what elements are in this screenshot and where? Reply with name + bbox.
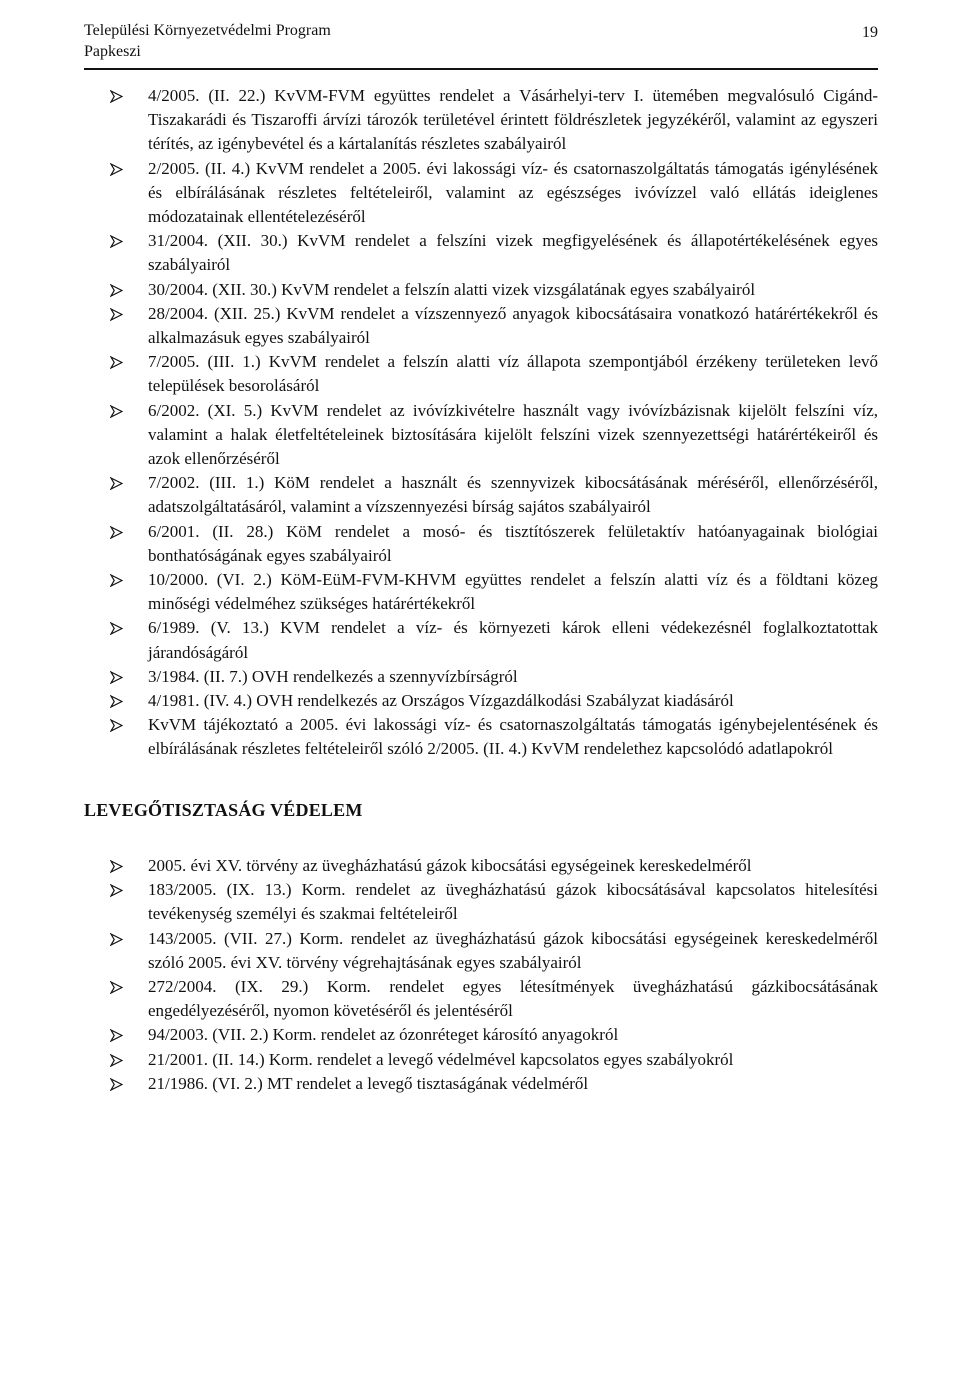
- regulation-item: [84, 927, 878, 975]
- page-header: [84, 20, 878, 62]
- regulation-item: [84, 471, 878, 519]
- arrowhead-bullet-icon: [110, 1054, 123, 1067]
- header-rule: [84, 68, 878, 70]
- regulation-item: [84, 399, 878, 472]
- regulation-item: [84, 616, 878, 664]
- regulation-text: 3/1984. (II. 7.) OVH rendelkezés a szennyvízbírságról: [148, 666, 518, 686]
- regulation-item: [84, 278, 878, 302]
- arrowhead-bullet-icon: [110, 526, 123, 539]
- arrowhead-bullet-icon: [110, 405, 123, 418]
- regulation-item: [84, 157, 878, 230]
- regulation-item: [84, 520, 878, 568]
- regulation-text: 2005. évi XV. törvény az üvegházhatású gázok kibocsátási egységeinek kereskedelméről: [148, 855, 752, 875]
- regulation-text: 272/2004. (IX. 29.) Korm. rendelet egyes létesítmények üvegházhatású gázkibocsátásának engedélyezéséről, nyomon követéséről és jelentéséről: [148, 976, 878, 1021]
- regulation-item: [84, 1072, 878, 1096]
- regulation-text: 183/2005. (IX. 13.) Korm. rendelet az üvegházhatású gázok kibocsátásával kapcsolatos hitelesítési tevékenység személyi és szakmai feltételeiről: [148, 880, 878, 924]
- header-municipality: Papkeszi: [84, 43, 141, 60]
- regulation-text: 28/2004. (XII. 25.) KvVM rendelet a vízszennyező anyagok kibocsátásaira vonatkozó határértékekről és alkalmazásuk egyes szabályairól: [148, 303, 878, 348]
- regulation-item: [84, 568, 878, 616]
- arrowhead-bullet-icon: [110, 671, 123, 684]
- header-title: Települési Környezetvédelmi Program: [84, 22, 331, 39]
- regulation-text: KvVM tájékoztató a 2005. évi lakossági víz- és csatornaszolgáltatás támogatás igénybejelentésének és elbírálásának részletes feltételeiről szóló 2/2005. (II. 4.) KvVM rendelethez kapcsolódó adatlapokról: [148, 715, 878, 759]
- arrowhead-bullet-icon: [110, 622, 123, 635]
- arrowhead-bullet-icon: [110, 235, 123, 248]
- arrowhead-bullet-icon: [110, 695, 123, 708]
- regulation-text: 4/2005. (II. 22.) KvVM-FVM együttes rendelet a Vásárhelyi-terv I. ütemében megvalósuló Cigánd-Tiszakarádi és Tiszaroffi árvízi tározók területével érintett földrészletek jegyzékéről, valamint az egyszeri térítés, az igénybevétel és a kártalanítás részletes szabályairól: [148, 86, 878, 154]
- arrowhead-bullet-icon: [110, 308, 123, 321]
- arrowhead-bullet-icon: [110, 477, 123, 490]
- regulation-text: 7/2002. (III. 1.) KöM rendelet a használt és szennyvizek kibocsátásának méréséről, ellenőrzéséről, adatszolgáltatásáról, valamint a vízszennyezési bírság sajátos szabályairól: [148, 473, 878, 517]
- regulation-text: 6/2002. (XI. 5.) KvVM rendelet az ivóvízkivételre használt vagy ivóvízbázisnak kijelölt felszíni víz, valamint a halak életfeltételeinek biztosítására kijelölt felszíni vizek szennyezettségi határértékeiről és azok ellenőrzéséről: [148, 400, 878, 469]
- regulation-text: 7/2005. (III. 1.) KvVM rendelet a felszín alatti víz állapota szempontjából érzékeny területeken levő települések besorolásáról: [148, 352, 878, 396]
- water-regulations-list: [84, 84, 878, 762]
- arrowhead-bullet-icon: [110, 284, 123, 297]
- arrowhead-bullet-icon: [110, 163, 123, 176]
- regulation-text: 31/2004. (XII. 30.) KvVM rendelet a felszíni vizek megfigyelésének és állapotértékelésének egyes szabályairól: [148, 231, 878, 275]
- section-title-air-protection: LEVEGŐTISZTASÁG VÉDELEM: [84, 799, 363, 820]
- arrowhead-bullet-icon: [110, 719, 123, 732]
- regulation-item: [84, 84, 878, 157]
- regulation-text: 10/2000. (VI. 2.) KöM-EüM-FVM-KHVM együttes rendelet a felszín alatti víz és a földtani közeg minőségi védelméhez szükséges határértékekről: [148, 570, 878, 614]
- regulation-item: [84, 1048, 878, 1072]
- regulation-item: [84, 665, 878, 689]
- arrowhead-bullet-icon: [110, 981, 123, 994]
- regulation-item: [84, 854, 878, 878]
- regulation-item: [84, 713, 878, 761]
- document-body: [84, 84, 878, 1096]
- regulation-text: 21/1986. (VI. 2.) MT rendelet a levegő tisztaságának védelméről: [148, 1073, 589, 1093]
- regulation-item: [84, 229, 878, 277]
- arrowhead-bullet-icon: [110, 933, 123, 946]
- arrowhead-bullet-icon: [110, 574, 123, 587]
- regulation-item: [84, 878, 878, 926]
- regulation-item: [84, 302, 878, 350]
- regulation-text: 94/2003. (VII. 2.) Korm. rendelet az ózonréteget károsító anyagokról: [148, 1025, 619, 1045]
- arrowhead-bullet-icon: [110, 1029, 123, 1042]
- regulation-item: [84, 689, 878, 713]
- arrowhead-bullet-icon: [110, 90, 123, 103]
- regulation-item: [84, 350, 878, 398]
- regulation-item: [84, 1023, 878, 1047]
- arrowhead-bullet-icon: [110, 1078, 123, 1091]
- regulation-text: 2/2005. (II. 4.) KvVM rendelet a 2005. évi lakossági víz- és csatornaszolgáltatás támogatás igénylésének és elbírálásának részletes feltételeiről, valamint az egészséges ivóvízzel való ellátás ideiglenes módozatainak ellentételezéséről: [148, 158, 878, 227]
- regulation-item: [84, 975, 878, 1023]
- arrowhead-bullet-icon: [110, 884, 123, 897]
- regulation-text: 6/1989. (V. 13.) KVM rendelet a víz- és környezeti károk elleni védekezésnél foglalkoztatottak járandóságáról: [148, 618, 878, 662]
- regulation-text: 6/2001. (II. 28.) KöM rendelet a mosó- és tisztítószerek felületaktív hatóanyagainak biológiai bonthatóságának egyes szabályairól: [148, 521, 878, 565]
- regulation-text: 30/2004. (XII. 30.) KvVM rendelet a felszín alatti vizek vizsgálatának egyes szabályairól: [148, 279, 756, 299]
- page-number: 19: [862, 24, 878, 41]
- regulation-text: 21/2001. (II. 14.) Korm. rendelet a levegő védelmével kapcsolatos egyes szabályokról: [148, 1049, 734, 1069]
- air-regulations-list: [84, 854, 878, 1096]
- regulation-text: 4/1981. (IV. 4.) OVH rendelkezés az Országos Vízgazdálkodási Szabályzat kiadásáról: [148, 691, 734, 711]
- arrowhead-bullet-icon: [110, 860, 123, 873]
- arrowhead-bullet-icon: [110, 356, 123, 369]
- regulation-text: 143/2005. (VII. 27.) Korm. rendelet az üvegházhatású gázok kibocsátási egységeinek kereskedelméről szóló 2005. évi XV. törvény végrehajtásának egyes szabályairól: [148, 928, 878, 972]
